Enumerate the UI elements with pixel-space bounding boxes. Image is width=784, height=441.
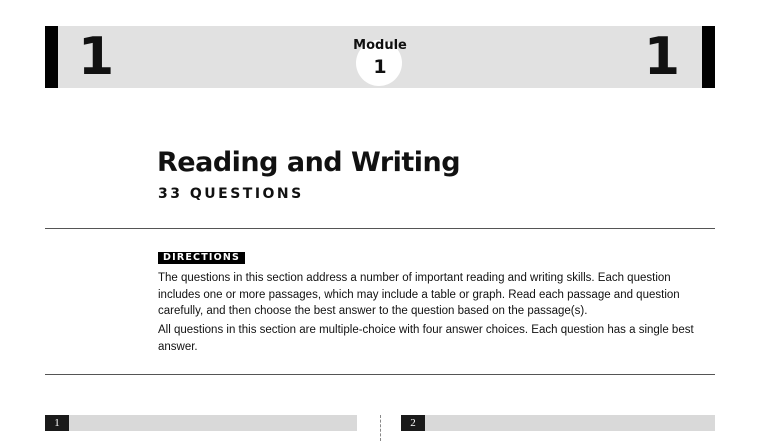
banner-right-bar: [702, 26, 715, 88]
banner-right-number: 1: [643, 27, 680, 87]
directions-paragraph-1: The questions in this section address a number of important reading and writing skills. Each question includes one or more passages, which may include a table or graph. Read each passage and question carefully, and then choose the best answer to the question based on the passage(s).: [158, 272, 680, 317]
module-label: Module: [353, 38, 407, 53]
module-number: 1: [373, 56, 387, 78]
directions-badge: DIRECTIONS: [158, 252, 245, 264]
module-banner: [45, 26, 715, 88]
banner-left-bar: [45, 26, 58, 88]
directions-paragraph-2: All questions in this section are multiple-choice with four answer choices. Each question has a single best answer.: [158, 324, 694, 353]
question-header-2: [401, 415, 715, 431]
bottom-divider: [45, 374, 715, 375]
question-number-2: 2: [401, 415, 425, 431]
section-title: Reading and Writing: [157, 147, 461, 178]
question-number-1: 1: [45, 415, 69, 431]
question-header-1: [45, 415, 357, 431]
top-divider: [45, 228, 715, 229]
column-divider: [380, 415, 381, 441]
banner-left-number: 1: [78, 27, 115, 87]
section-subtitle: 33 QUESTIONS: [158, 186, 304, 202]
